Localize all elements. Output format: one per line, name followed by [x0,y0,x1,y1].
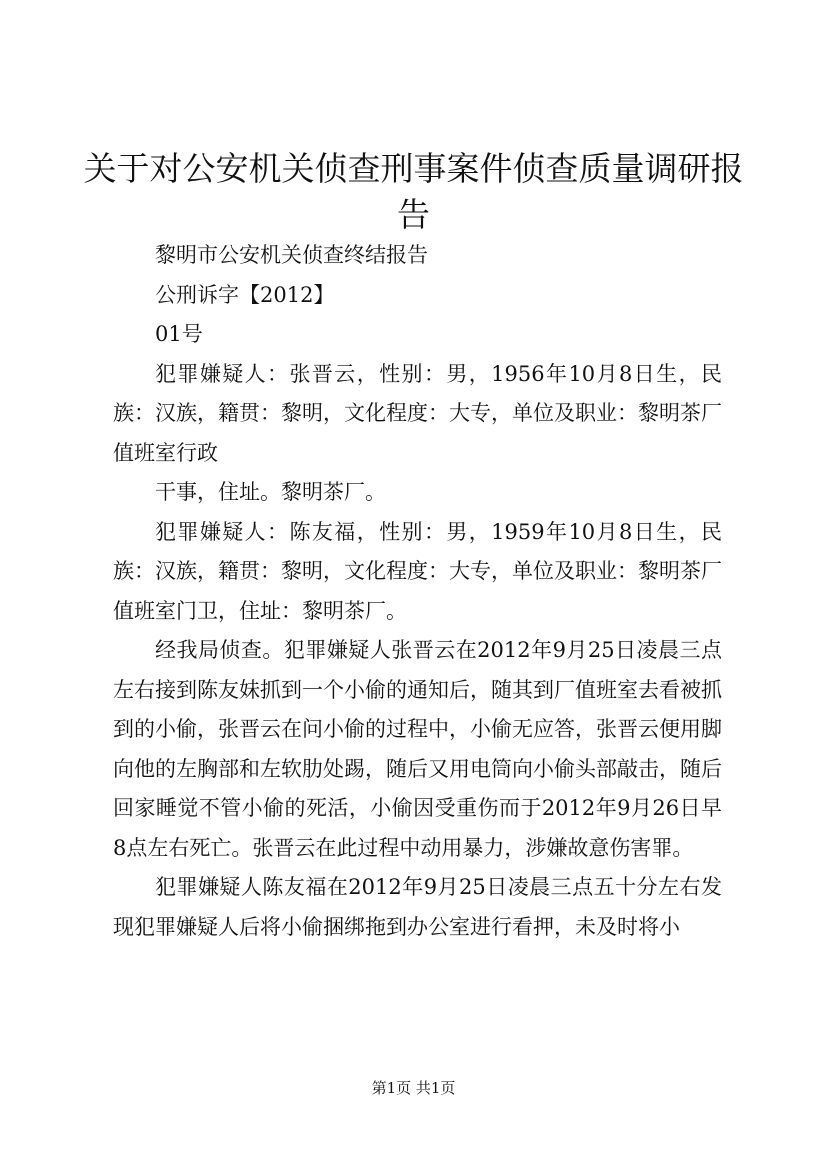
paragraph-investigation-findings: 经我局侦查。犯罪嫌疑人张晋云在2012年9月25日凌晨三点左右接到陈友妹抓到一个小偷的通知后，随其到厂值班室去看被抓到的小偷，张晋云在问小偷的过程中，小偷无应答，张晋云便用脚向他的左胸部和左软肋处踢，随后又用电筒向小偷头部敲击，随后回家睡觉不管小偷的死活，小偷因受重伤而于2012年9月26日早8点左右死亡。张晋云在此过程中动用暴力，涉嫌故意伤害罪。 [113,638,722,860]
document-body [113,236,722,947]
page-footer: 第1页 共1页 [371,1079,456,1097]
paragraph-suspect-two-findings: 犯罪嫌疑人陈友福在2012年9月25日凌晨三点五十分左右发现犯罪嫌疑人后将小偷捆绑拖到办公室进行看押，未及时将小 [113,875,722,939]
document-title: 关于对公安机关侦查刑事案件侦查质量调研报告 [83,149,744,234]
paragraph-number: 01号 [155,322,203,346]
paragraph-suspect-one-address: 干事，住址。黎明茶厂。 [155,480,386,504]
paragraph-case-number: 公刑诉字【2012】 [155,282,335,307]
paragraph-suspect-two: 犯罪嫌疑人：陈友福，性别：男，1959年10月8日生，民族：汉族，籍贯：黎明，文化程度：大专，单位及职业：黎明茶厂值班室门卫，住址：黎明茶厂。 [113,519,722,623]
paragraph-report-heading: 黎明市公安机关侦查终结报告 [155,243,428,267]
paragraph-suspect-one: 犯罪嫌疑人：张晋云，性别：男，1956年10月8日生，民族：汉族，籍贯：黎明，文化程度：大专，单位及职业：黎明茶厂值班室行政 [113,361,722,465]
